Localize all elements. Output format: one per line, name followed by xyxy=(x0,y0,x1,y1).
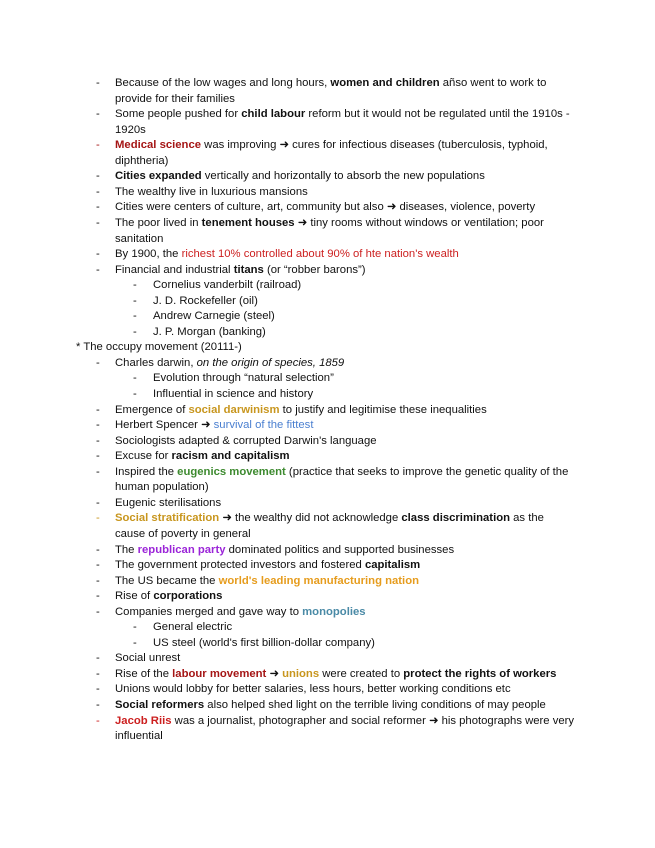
list-item-text xyxy=(115,76,575,107)
bullet-dash: - xyxy=(96,77,100,89)
text-run: Unions would lobby for better salaries, less hours, better working conditions etc xyxy=(115,683,511,696)
bullet-dash: - xyxy=(96,216,100,229)
bullet-dash: - xyxy=(96,590,100,603)
list-item-text xyxy=(115,169,575,185)
bullet-dash: - xyxy=(96,263,100,276)
bullet-dash: - xyxy=(96,403,100,416)
bullet-dash: - xyxy=(96,714,100,727)
text-run: capitalism xyxy=(364,559,421,572)
text-run: racism and capitalism xyxy=(171,450,290,463)
list-item-text xyxy=(115,558,575,574)
text-run: General electric xyxy=(153,621,233,634)
text-run: Because of the low wages and long hours, xyxy=(115,77,331,89)
list-item-text xyxy=(153,371,573,387)
bullet-dash: - xyxy=(96,574,100,587)
bullet-dash: - xyxy=(96,185,100,198)
bullet-dash: - xyxy=(96,419,100,432)
list-item-text xyxy=(115,667,575,683)
text-run: titans xyxy=(233,263,264,276)
text-run: labour movement xyxy=(172,667,267,680)
text-run: Rise of the xyxy=(115,667,173,680)
bullet-dash: - xyxy=(96,652,100,665)
list-item-text xyxy=(153,620,573,636)
bullet-dash: - xyxy=(96,559,100,572)
list-item-text xyxy=(115,574,575,590)
text-run: Social unrest xyxy=(115,652,181,665)
text-run: Charles darwin, xyxy=(115,356,197,369)
list-item-text xyxy=(115,247,575,263)
list-item-text xyxy=(115,651,575,667)
list-item-text xyxy=(115,511,575,542)
bullet-dash: - xyxy=(96,139,100,152)
text-run: The government protected investors and fostered xyxy=(115,559,365,572)
text-run: añso went to work to provide for their families xyxy=(115,77,547,105)
list-item-text xyxy=(115,682,575,698)
list-item-text xyxy=(115,216,575,247)
text-run: Eugenic sterilisations xyxy=(115,496,222,509)
bullet-dash: - xyxy=(96,434,100,447)
text-run: Andrew Carnegie (steel) xyxy=(153,310,275,323)
list-item-text xyxy=(115,185,575,201)
bullet-dash: - xyxy=(133,388,137,400)
text-run: The xyxy=(115,543,138,556)
text-run: The wealthy live in luxurious mansions xyxy=(115,185,308,198)
text-run: ➜ xyxy=(266,667,283,680)
text-run: ➜ tiny rooms without windows or ventilation; poor sanitation xyxy=(115,216,544,245)
text-run: Influential in science and history xyxy=(153,388,314,400)
bullet-dash: - xyxy=(96,699,100,711)
bullet-dash: - xyxy=(96,248,100,261)
list-item-text xyxy=(115,138,575,169)
text-run: US steel (world's first billion-dollar company) xyxy=(153,636,375,649)
bullet-dash: - xyxy=(96,450,100,463)
bullet-dash: - xyxy=(96,605,100,618)
text-run: Cities were centers of culture, art, community but also ➜ diseases, violence, poverty xyxy=(115,201,536,214)
text-run: (practice that seeks to improve the genetic quality of the human population) xyxy=(115,465,569,494)
bullet-dash: - xyxy=(133,294,137,307)
text-run: were created to xyxy=(319,667,404,680)
text-run: Financial and industrial xyxy=(115,263,234,276)
bullet-dash: - xyxy=(96,465,100,478)
text-run: Excuse for xyxy=(115,450,172,463)
bullet-dash: - xyxy=(96,683,100,696)
list-item-text xyxy=(115,107,575,138)
text-run: Herbert Spencer ➜ xyxy=(115,419,214,432)
text-run: The US became the xyxy=(115,574,219,587)
list-item-text xyxy=(76,340,576,356)
text-run: corporations xyxy=(153,590,223,603)
list-item-text xyxy=(115,605,575,621)
list-item-text xyxy=(153,309,573,325)
text-run: unions xyxy=(282,667,320,680)
bullet-dash: - xyxy=(96,356,100,369)
bullet-dash: - xyxy=(133,621,137,634)
list-item-text xyxy=(153,636,573,652)
text-run: reform but it would not be regulated until the 1910s - 1920s xyxy=(115,108,570,136)
text-run: J. P. Morgan (banking) xyxy=(153,325,266,338)
text-run: Evolution through “natural selection” xyxy=(153,372,334,385)
text-run: social darwinism xyxy=(188,403,280,416)
text-run: monopolies xyxy=(302,605,366,618)
text-run: was improving ➜ cures for infectious diseases (tuberculosis, typhoid, diphtheria) xyxy=(115,139,548,167)
text-run: on the origin of species, 1859 xyxy=(196,356,345,369)
bullet-dash: - xyxy=(133,310,137,323)
list-item-text xyxy=(115,496,575,512)
text-run: Some people pushed for xyxy=(115,108,242,121)
list-item-text xyxy=(115,403,575,419)
text-run: richest 10% controlled about 90% of hte nation's wealth xyxy=(181,248,459,261)
text-run: also helped shed light on the terrible living conditions of may people xyxy=(204,699,546,711)
text-run: (or “robber barons”) xyxy=(263,263,366,276)
text-run: Medical science xyxy=(115,139,202,152)
text-run: Jacob Riis xyxy=(115,714,172,727)
bullet-dash: - xyxy=(133,325,137,338)
text-run: Sociologists adapted & corrupted Darwin's language xyxy=(115,434,377,447)
text-run: Inspired the xyxy=(115,465,178,478)
text-run: ➜ the wealthy did not acknowledge xyxy=(219,512,402,525)
text-run: Emergence of xyxy=(115,403,189,416)
text-run: By 1900, the xyxy=(115,248,182,261)
text-run: dominated politics and supported businesses xyxy=(225,543,455,556)
text-run: republican party xyxy=(137,543,226,556)
text-run: Social stratification xyxy=(115,512,220,525)
text-run: vertically and horizontally to absorb the new populations xyxy=(201,170,485,183)
list-item-text xyxy=(115,449,575,465)
bullet-dash: - xyxy=(133,279,137,292)
bullet-dash: - xyxy=(133,636,137,649)
text-run: tenement houses xyxy=(201,216,295,229)
list-item-text xyxy=(115,200,575,216)
list-item-text xyxy=(115,698,575,714)
list-item-text xyxy=(115,714,575,745)
bullet-dash: - xyxy=(96,108,100,121)
list-item-text xyxy=(115,465,575,496)
text-run: child labour xyxy=(241,108,306,121)
list-item-text xyxy=(153,294,573,310)
text-run: was a journalist, photographer and social reformer ➜ his photographs were very influential xyxy=(115,714,575,743)
text-run: class discrimination xyxy=(401,512,511,525)
text-run: Companies merged and gave way to xyxy=(115,605,303,618)
list-item-text xyxy=(115,263,575,279)
text-run: Cities expanded xyxy=(115,170,202,183)
bullet-dash: - xyxy=(96,512,100,525)
list-item-text xyxy=(115,589,575,605)
list-item-text xyxy=(153,278,573,294)
bullet-dash: - xyxy=(96,170,100,183)
list-item-text xyxy=(115,356,575,372)
text-run: world's leading manufacturing nation xyxy=(218,574,420,587)
text-run: women and children xyxy=(330,77,440,89)
bullet-dash: - xyxy=(96,496,100,509)
list-item-text xyxy=(115,418,575,434)
text-run: Social reformers xyxy=(115,699,205,711)
list-item-text xyxy=(153,387,573,403)
text-run: survival of the fittest xyxy=(213,419,314,432)
text-run: Rise of xyxy=(115,590,154,603)
text-run: * The occupy movement (20111-) xyxy=(76,341,242,354)
bullet-dash: - xyxy=(96,201,100,214)
list-item-text xyxy=(153,325,573,341)
bullet-dash: - xyxy=(133,372,137,385)
bullet-dash: - xyxy=(96,667,100,680)
text-run: protect the rights of workers xyxy=(403,667,557,680)
text-run: Cornelius vanderbilt (railroad) xyxy=(153,279,302,292)
text-run: to justify and legitimise these inequalities xyxy=(279,403,487,416)
bullet-dash: - xyxy=(96,543,100,556)
text-run: as the cause of poverty in general xyxy=(115,512,544,540)
list-item-text xyxy=(115,543,575,559)
text-run: The poor lived in xyxy=(115,216,202,229)
text-run: eugenics movement xyxy=(177,465,286,478)
list-item-text xyxy=(115,434,575,450)
text-run: J. D. Rockefeller (oil) xyxy=(153,294,258,307)
